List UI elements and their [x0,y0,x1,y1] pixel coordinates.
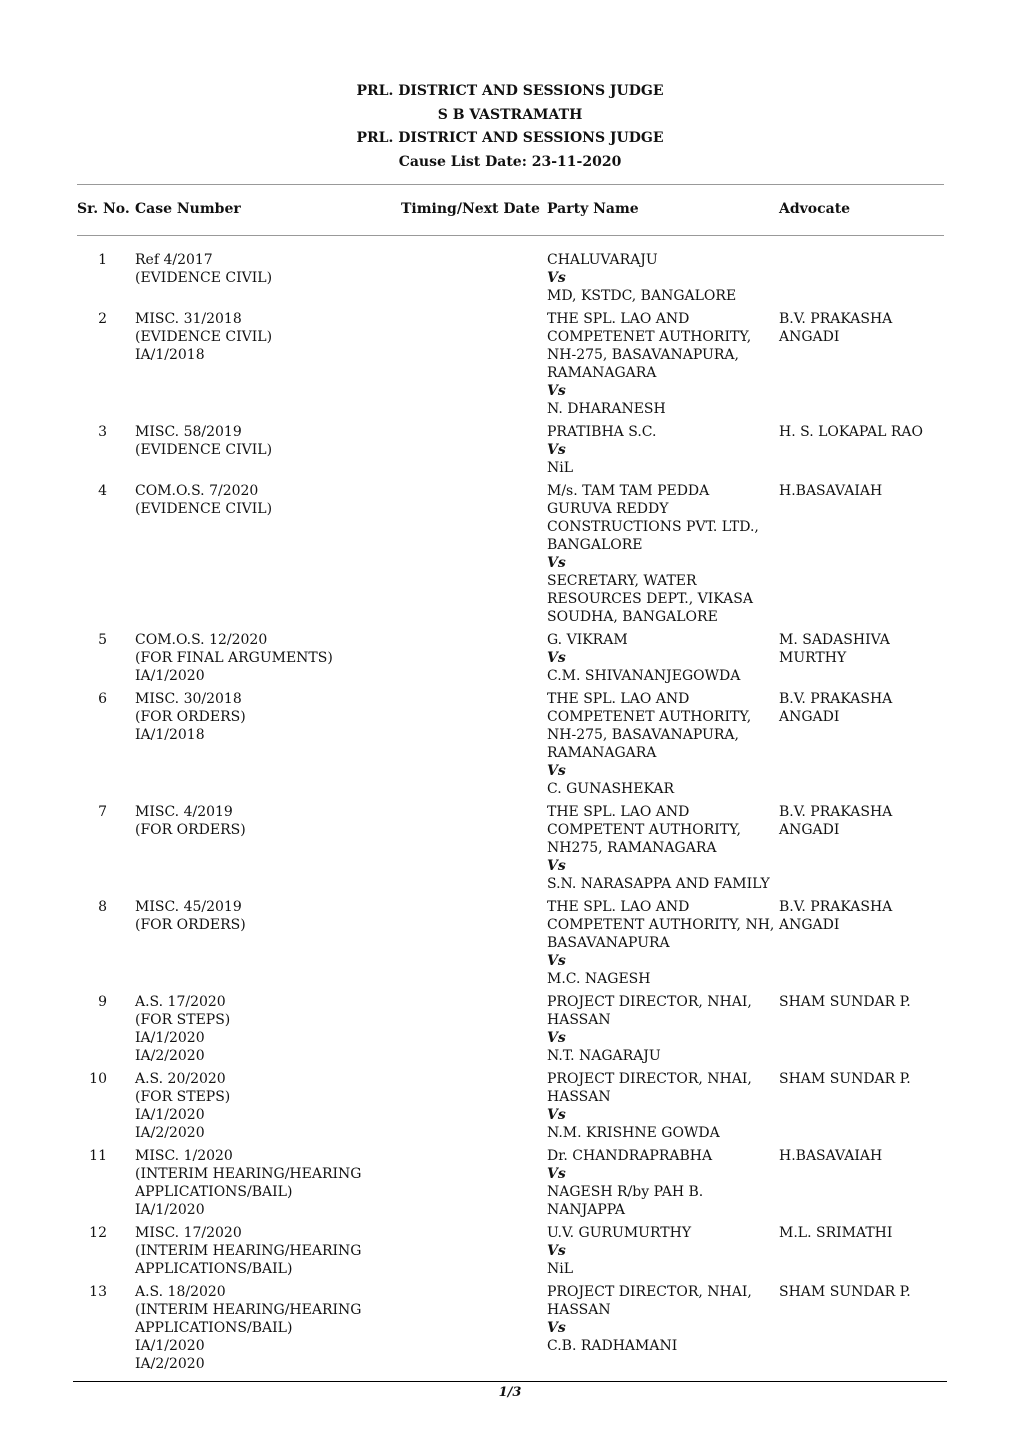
case-number [135,423,400,459]
case-line: IA/1/2020 [135,1107,205,1123]
party-name [547,482,777,626]
court-name: PRL. DISTRICT AND SESSIONS JUDGE [356,83,664,99]
sr-no: 2 [98,311,107,327]
advocate: H.BASAVAIAH [779,1148,883,1164]
party-name [547,1147,777,1219]
case-line: MISC. 1/2020 [135,1148,233,1164]
case-line: IA/2/2020 [135,1125,205,1141]
table-row [0,1147,1020,1219]
sr-no: 7 [98,804,107,820]
petitioner: PROJECT DIRECTOR, NHAI, HASSAN [547,1071,757,1105]
case-line: (EVIDENCE CIVIL) [135,442,273,458]
versus-label: Vs [547,1243,566,1259]
respondent: M.C. NAGESH [547,971,651,987]
table-row [0,898,1020,988]
respondent: S.N. NARASAPPA AND FAMILY [547,876,770,892]
case-line: (FOR ORDERS) [135,822,246,838]
respondent: N.T. NAGARAJU [547,1048,661,1064]
case-line: IA/1/2020 [135,1338,205,1354]
case-line: MISC. 31/2018 [135,311,242,327]
table-row [0,803,1020,893]
respondent: MD, KSTDC, BANGALORE [547,288,737,304]
col-header-sr: Sr. No. [77,201,130,217]
sr-no: 3 [98,424,107,440]
table-row [0,1283,1020,1373]
case-number [135,1147,400,1219]
case-line: IA/2/2020 [135,1356,205,1372]
petitioner: PROJECT DIRECTOR, NHAI, HASSAN [547,994,757,1028]
case-line: IA/2/2020 [135,1048,205,1064]
respondent: C.M. SHIVANANJEGOWDA [547,668,741,684]
petitioner: M/s. TAM TAM PEDDA GURUVA REDDY CONSTRUCTIONS PVT. LTD., BANGALORE [547,483,764,553]
petitioner: U.V. GURUMURTHY [547,1225,692,1241]
advocate: M. SADASHIVA MURTHY [779,632,890,666]
respondent: SECRETARY, WATER RESOURCES DEPT., VIKASA SOUDHA, BANGALORE [547,573,758,625]
page-header [0,80,1020,174]
case-line: IA/1/2020 [135,668,205,684]
petitioner: G. VIKRAM [547,632,628,648]
case-line: MISC. 30/2018 [135,691,242,707]
sr-no: 13 [89,1284,107,1300]
case-number [135,993,400,1065]
respondent: NiL [547,1261,574,1277]
table-row [0,423,1020,477]
sr-no: 1 [98,252,107,268]
case-line: (INTERIM HEARING/HEARING APPLICATIONS/BAIL) [135,1243,366,1277]
petitioner: CHALUVARAJU [547,252,658,268]
versus-label: Vs [547,1166,566,1182]
advocate: B.V. PRAKASHA ANGADI [779,804,893,838]
case-line: MISC. 58/2019 [135,424,242,440]
case-line: COM.O.S. 7/2020 [135,483,259,499]
case-line: (FOR STEPS) [135,1012,231,1028]
respondent: NiL [547,460,574,476]
page-number: 1/3 [498,1385,522,1400]
party-name [547,310,777,418]
table-row [0,310,1020,418]
col-header-timing: Timing/Next Date [401,201,540,217]
case-line: IA/1/2020 [135,1030,205,1046]
case-line: IA/1/2020 [135,1202,205,1218]
case-number [135,803,400,839]
sr-no: 11 [89,1148,107,1164]
case-number [135,690,400,744]
versus-label: Vs [547,858,566,874]
sr-no: 8 [98,899,107,915]
respondent: C.B. RADHAMANI [547,1338,678,1354]
table-row [0,993,1020,1065]
petitioner: THE SPL. LAO AND COMPETENET AUTHORITY, NH-275, BASAVANAPURA, RAMANAGARA [547,311,756,381]
petitioner: PRATIBHA S.C. [547,424,657,440]
advocate: B.V. PRAKASHA ANGADI [779,691,893,725]
table-row [0,631,1020,685]
party-name [547,423,777,477]
sr-no: 10 [89,1071,107,1087]
col-header-case: Case Number [135,201,241,217]
case-line: A.S. 17/2020 [135,994,226,1010]
case-line: MISC. 45/2019 [135,899,242,915]
versus-label: Vs [547,953,566,969]
case-line: MISC. 17/2020 [135,1225,242,1241]
case-line: Ref 4/2017 [135,252,213,268]
table-row [0,482,1020,626]
party-name [547,898,777,988]
case-line: (FOR STEPS) [135,1089,231,1105]
cause-list-date: Cause List Date: 23-11-2020 [398,153,622,170]
footer-rule [73,1381,947,1382]
court-designation: PRL. DISTRICT AND SESSIONS JUDGE [356,130,664,146]
advocate: M.L. SRIMATHI [779,1225,893,1241]
advocate: SHAM SUNDAR P. [779,1071,911,1087]
respondent: N.M. KRISHNE GOWDA [547,1125,720,1141]
petitioner: PROJECT DIRECTOR, NHAI, HASSAN [547,1284,757,1318]
versus-label: Vs [547,650,566,666]
versus-label: Vs [547,763,566,779]
versus-label: Vs [547,442,566,458]
advocate: B.V. PRAKASHA ANGADI [779,899,893,933]
case-line: (INTERIM HEARING/HEARING APPLICATIONS/BAIL) [135,1166,366,1200]
respondent: NAGESH R/by PAH B. NANJAPPA [547,1184,708,1218]
col-header-party: Party Name [547,201,639,217]
party-name [547,993,777,1065]
table-row [0,1070,1020,1142]
respondent: N. DHARANESH [547,401,666,417]
case-line: (FOR ORDERS) [135,709,246,725]
advocate: SHAM SUNDAR P. [779,994,911,1010]
case-line: (FOR FINAL ARGUMENTS) [135,650,333,666]
party-name [547,251,777,305]
case-line: (INTERIM HEARING/HEARING APPLICATIONS/BAIL) [135,1302,366,1336]
petitioner: THE SPL. LAO AND COMPETENT AUTHORITY, NH275, RAMANAGARA [547,804,746,856]
case-line: IA/1/2018 [135,347,205,363]
case-line: A.S. 18/2020 [135,1284,226,1300]
advocate: H.BASAVAIAH [779,483,883,499]
table-row [0,1224,1020,1278]
petitioner: THE SPL. LAO AND COMPETENT AUTHORITY, NH, BASAVANAPURA [547,899,779,951]
advocate: B.V. PRAKASHA ANGADI [779,311,893,345]
col-header-advocate: Advocate [779,201,851,217]
petitioner: Dr. CHANDRAPRABHA [547,1148,713,1164]
party-name [547,1283,777,1355]
case-line: A.S. 20/2020 [135,1071,226,1087]
case-line: COM.O.S. 12/2020 [135,632,268,648]
case-number [135,898,400,934]
case-line: MISC. 4/2019 [135,804,233,820]
case-line: (FOR ORDERS) [135,917,246,933]
case-line: (EVIDENCE CIVIL) [135,329,273,345]
case-number [135,251,400,287]
case-number [135,310,400,364]
table-row [0,251,1020,305]
petitioner: THE SPL. LAO AND COMPETENET AUTHORITY, NH-275, BASAVANAPURA, RAMANAGARA [547,691,756,761]
party-name [547,1224,777,1278]
table-row [0,690,1020,798]
advocate: SHAM SUNDAR P. [779,1284,911,1300]
case-line: (EVIDENCE CIVIL) [135,270,273,286]
judge-name: S B VASTRAMATH [437,106,583,123]
versus-label: Vs [547,1320,566,1336]
sr-no: 6 [98,691,107,707]
sr-no: 4 [98,483,107,499]
cause-list-table [0,251,1020,1378]
case-number [135,1283,400,1373]
party-name [547,631,777,685]
case-number [135,631,400,685]
header-top-rule [77,184,944,185]
advocate: H. S. LOKAPAL RAO [779,424,923,440]
case-number [135,1224,400,1278]
case-number [135,482,400,518]
case-number [135,1070,400,1142]
versus-label: Vs [547,383,566,399]
respondent: C. GUNASHEKAR [547,781,675,797]
case-line: (EVIDENCE CIVIL) [135,501,273,517]
versus-label: Vs [547,1030,566,1046]
versus-label: Vs [547,1107,566,1123]
sr-no: 5 [98,632,107,648]
versus-label: Vs [547,555,566,571]
party-name [547,690,777,798]
party-name [547,803,777,893]
versus-label: Vs [547,270,566,286]
sr-no: 12 [89,1225,107,1241]
case-line: IA/1/2018 [135,727,205,743]
header-bottom-rule [77,235,944,236]
sr-no: 9 [98,994,107,1010]
party-name [547,1070,777,1142]
